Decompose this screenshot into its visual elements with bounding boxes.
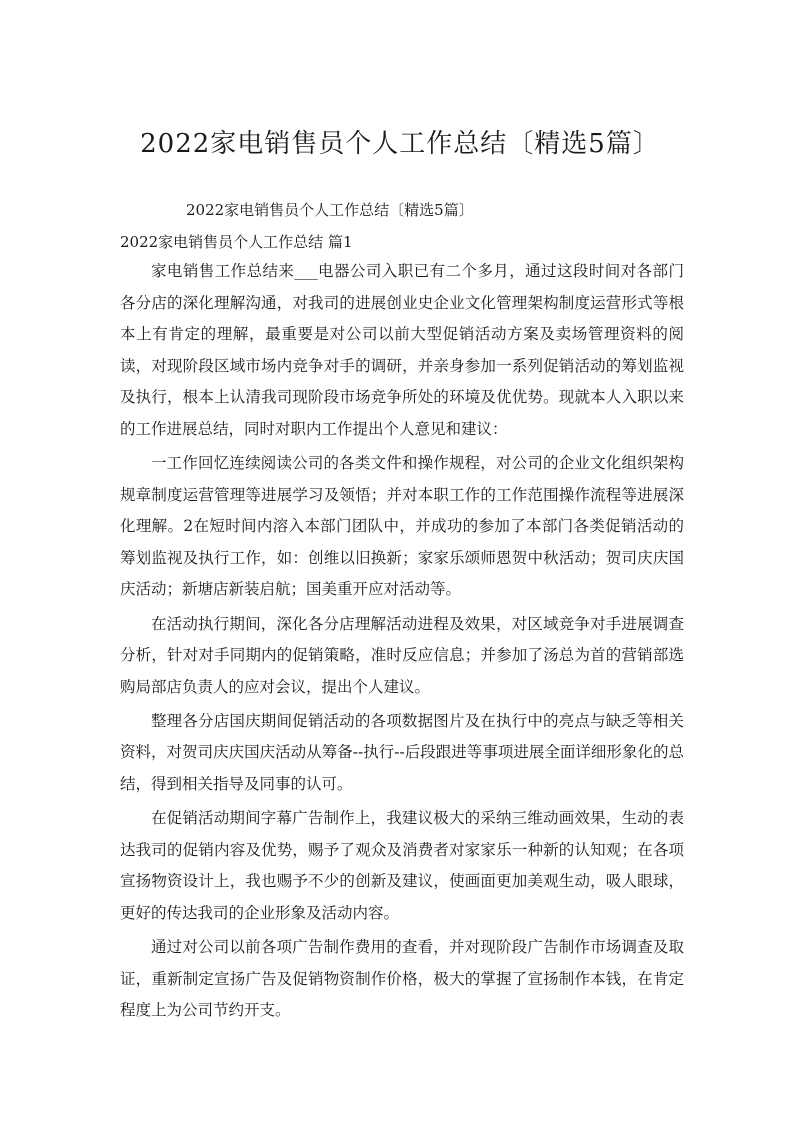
body-paragraph: 整理各分店国庆期间促销活动的各项数据图片及在执行中的亮点与缺乏等相关资料，对贺司庆庆国庆活动从筹备--执行--后段跟进等事项进展全面详细形象化的总结，得到相关指导及同事的认可。 <box>120 711 684 793</box>
body-paragraph: 一工作回忆连续阅读公司的各类文件和操作规程，对公司的企业文化组织架构规章制度运营管理等进展学习及领悟；并对本职工作的工作范围操作流程等进展深化理解。2在短时间内溶入本部门团队中，并成功的参加了本部门各类促销活动的筹划监视及执行工作，如：创维以旧换新；家家乐颂师恩贺中秋活动；贺司庆庆国庆活动；新塘店新装启航；国美重开应对活动等。 <box>120 454 684 599</box>
body-paragraph: 在促销活动期间字幕广告制作上，我建议极大的采纳三维动画效果，生动的表达我司的促销内容及优势，赐予了观众及消费者对家家乐一种新的认知观；在各项宣扬物资设计上，我也赐予不少的创新及建议，使画面更加美观生动，吸人眼球，更好的传达我司的企业形象及活动内容。 <box>120 809 684 922</box>
body-paragraph: 在活动执行期间，深化各分店理解活动进程及效果，对区域竞争对手进展调查分析，针对对手同期内的促销策略，准时反应信息；并参加了汤总为首的营销部选购局部店负责人的应对会议，提出个人建议。 <box>120 614 684 696</box>
body-paragraph: 家电销售工作总结来___电器公司入职已有二个多月，通过这段时间对各部门各分店的深化理解沟通，对我司的进展创业史企业文化管理架构制度运营形式等根本上有肯定的理解，最重要是对公司以前大型促销活动方案及卖场管理资料的阅读，对现阶段区域市场内竞争对手的调研，并亲身参加一系列促销活动的筹划监视及执行，根本上认清我司现阶段市场竞争所处的环境及优优势。现就本人入职以来的工作进展总结，同时对职内工作提出个人意见和建议： <box>120 262 684 438</box>
section-heading: 2022家电销售员个人工作总结 篇1 <box>120 233 353 251</box>
document-body <box>120 256 684 1029</box>
body-paragraph: 通过对公司以前各项广告制作费用的查看，并对现阶段广告制作市场调查及取证，重新制定宣扬广告及促销物资制作价格，极大的掌握了宣扬制作本钱，在肯定程度上为公司节约开支。 <box>120 937 684 1020</box>
document-title: 2022家电销售员个人工作总结〔精选5篇〕 <box>140 129 660 159</box>
document-subtitle: 2022家电销售员个人工作总结〔精选5篇〕 <box>186 201 474 219</box>
